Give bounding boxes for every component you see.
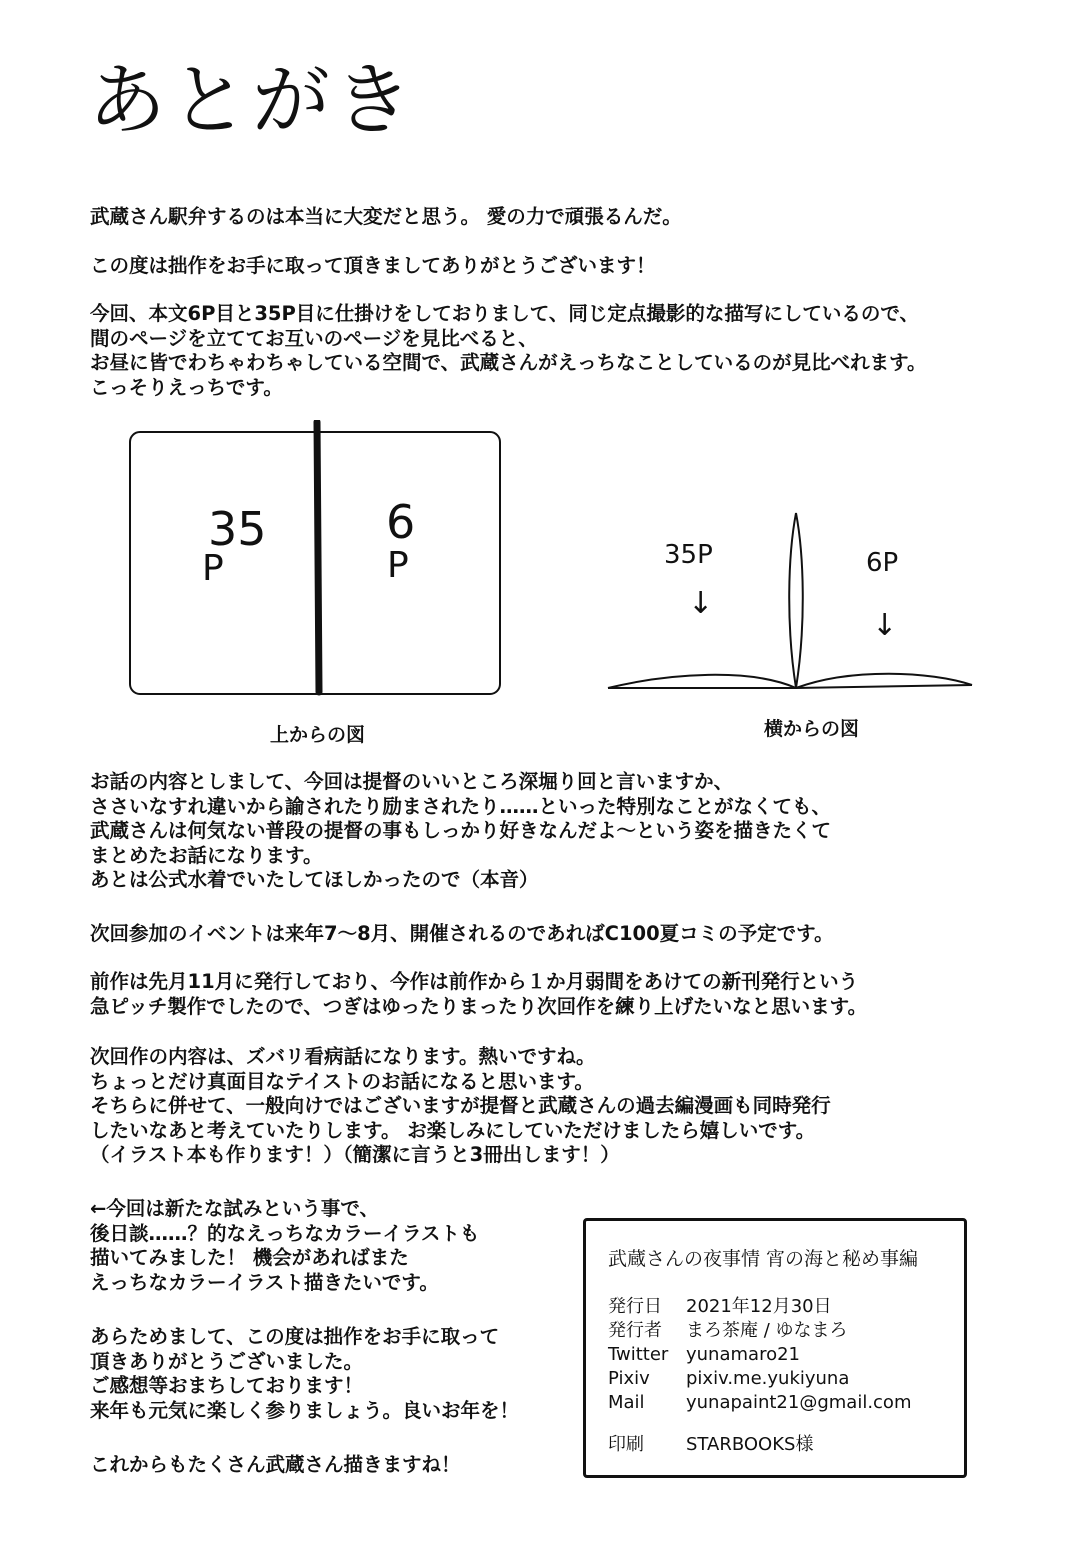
text-line: したいなあと考えていたりします。 お楽しみにしていただけましたら嬉しいです。 [90, 1118, 816, 1142]
paragraph-7 [90, 1045, 831, 1168]
text-line: お昼に皆でわちゃわちゃしている空間で、武蔵さんがえっちなことしているのが見比べれます。 [90, 351, 927, 374]
paragraph-5 [90, 922, 834, 947]
text-line: 武蔵さん駅弁するのは本当に大変だと思う。 愛の力で頑張るんだ。 [90, 205, 682, 228]
row-value: まろ茶庵 / ゆなまろ [686, 1320, 848, 1341]
page-6-number: 6 [386, 495, 416, 549]
text-line: ささいなすれ違いから諭されたり励まされたり……といった特別なことがなくても、 [90, 794, 832, 818]
text-line: 頂きありがとうございました。 [90, 1349, 364, 1373]
label-35p: 35P [664, 540, 713, 570]
book-spine [317, 422, 319, 692]
text-line: 前作は先月11月に発行しており、今作は前作から１か月弱間をあけての新刊発行という [90, 970, 859, 993]
text-line: 間のページを立ててお互いのページを見比べると、 [90, 326, 538, 350]
text-line: 次回作の内容は、ズバリ看病話になります。熱いですね。 [90, 1045, 596, 1068]
text-line: 急ピッチ製作でしたので、つぎはゆったりまったり次回作を練り上げたいなと思います。 [90, 994, 868, 1018]
row-value: pixiv.me.yukiyuna [686, 1368, 850, 1389]
colophon-row-printer [608, 1433, 813, 1457]
diagram-side-view [600, 505, 980, 705]
page-title: あとがき [88, 56, 417, 146]
text-line: こっそりえっちです。 [90, 375, 283, 399]
paragraph-3 [90, 302, 927, 400]
colophon-row-publisher [608, 1319, 848, 1343]
paragraph-6 [90, 970, 867, 1019]
text-line: あらためまして、この度は拙作をお手に取って [90, 1325, 500, 1348]
colophon-row-date [608, 1295, 832, 1319]
colophon-box [583, 1218, 967, 1478]
row-label: Twitter [608, 1344, 669, 1365]
paragraph-2 [90, 254, 656, 279]
row-label: 印刷 [608, 1434, 644, 1455]
text-line: （イラスト本も作ります！）（簡潔に言うと3冊出します！） [90, 1143, 620, 1166]
row-value: yunapaint21@gmail.com [686, 1392, 912, 1413]
text-line: お話の内容としまして、今回は提督のいいところ深堀り回と言いますか、 [90, 770, 734, 793]
colophon-row-mail [608, 1391, 911, 1415]
colophon-row-pixiv [608, 1367, 849, 1391]
left-page [608, 675, 796, 688]
page-35-number: 35 [208, 502, 267, 556]
row-value: 2021年12月30日 [686, 1296, 832, 1317]
right-page-base [796, 685, 972, 688]
paragraph-8 [90, 1197, 479, 1295]
text-line: 来年も元気に楽しく参りましょう。良いお年を！ [90, 1398, 520, 1422]
text-line: ←今回は新たな試みという事で、 [90, 1197, 379, 1220]
text-line: この度は拙作をお手に取って頂きましてありがとうございます！ [90, 254, 656, 277]
caption-side-view: 横からの図 [764, 718, 860, 740]
standing-page [789, 513, 803, 688]
row-label: Pixiv [608, 1368, 650, 1389]
page-6-unit: P [387, 545, 409, 586]
text-line: 武蔵さんは何気ない普段の提督の事もしっかり好きなんだよ～という姿を描きたくて [90, 819, 832, 842]
text-line: まとめたお話になります。 [90, 843, 323, 867]
text-line: そちらに併せて、一般向けではございますが提督と武蔵さんの過去編漫画も同時発行 [90, 1094, 831, 1117]
paragraph-1 [90, 205, 682, 230]
row-value: yunamaro21 [686, 1344, 800, 1365]
caption-top-view: 上からの図 [270, 724, 366, 746]
row-label: Mail [608, 1392, 645, 1413]
text-line: 次回参加のイベントは来年7～8月、開催されるのであればC100夏コミの予定です。 [90, 922, 834, 945]
text-line: 後日談……？的なえっちなカラーイラストも [90, 1221, 480, 1245]
row-label: 発行者 [608, 1320, 662, 1341]
text-line: ちょっとだけ真面目なテイストのお話になると思います。 [90, 1069, 594, 1093]
text-line: えっちなカラーイラスト描きたいです。 [90, 1270, 439, 1294]
colophon-row-twitter [608, 1343, 800, 1367]
arrow-down-icon: ↓ [872, 608, 898, 643]
book-title: 武蔵さんの夜事情 宵の海と秘め事編 [608, 1248, 919, 1270]
text-line: これからもたくさん武蔵さん描きますね！ [90, 1453, 461, 1476]
paragraph-10 [90, 1453, 461, 1478]
text-line: ご感想等おまちしております！ [90, 1374, 364, 1397]
row-label: 発行日 [608, 1296, 662, 1317]
text-line: 今回、本文6P目と35P目に仕掛けをしておりまして、同じ定点撮影的な描写にしているので、 [90, 302, 920, 325]
paragraph-9 [90, 1325, 519, 1423]
text-line: あとは公式水着でいたしてほしかったので（本音） [90, 868, 539, 891]
diagram-top-view [128, 420, 503, 700]
row-value: STARBOOKS様 [686, 1434, 814, 1455]
page-35-unit: P [202, 548, 224, 589]
text-line: 描いてみました！ 機会があればまた [90, 1246, 409, 1269]
paragraph-4 [90, 770, 831, 893]
label-6p: 6P [866, 548, 899, 578]
arrow-down-icon: ↓ [688, 586, 714, 621]
